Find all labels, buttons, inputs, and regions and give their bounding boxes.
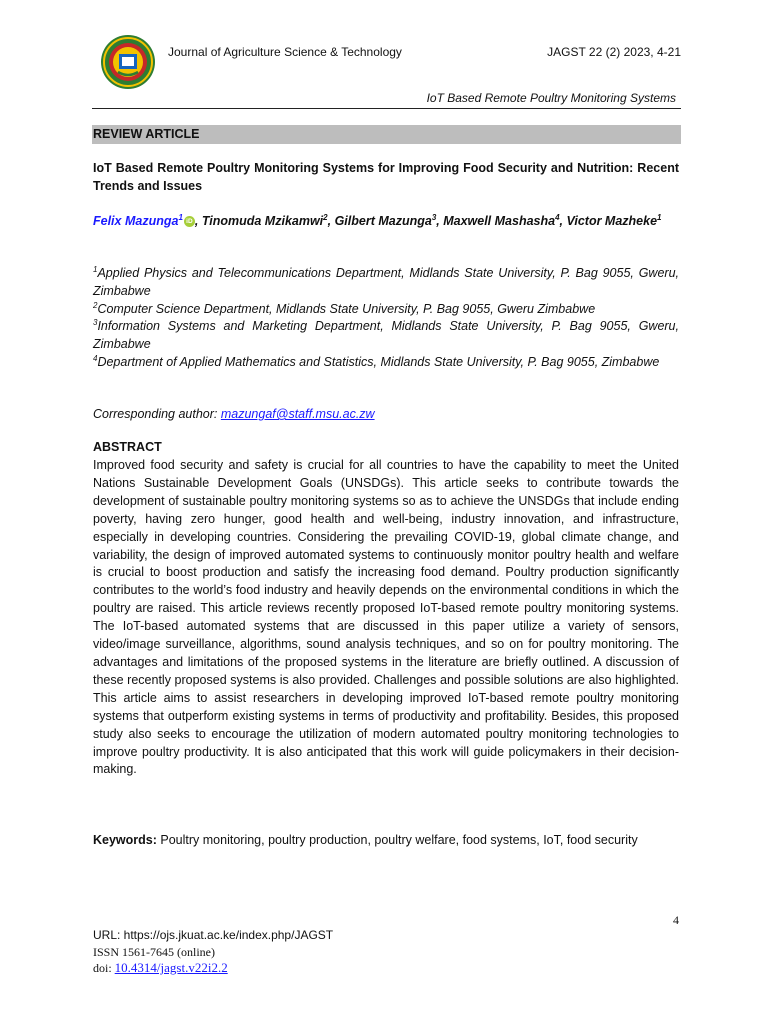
email-link[interactable]: mazungaf@staff.msu.ac.zw [220,407,375,421]
footer-doi: doi: 10.4314/jagst.v22i2.2 [93,960,228,975]
author: Maxwell Mashasha$^4$ [443,213,560,228]
keywords: Keywords: Poultry monitoring, poultry production, poultry welfare, food systems, IoT, food security [93,833,638,847]
footer [93,927,333,977]
abstract-text: Improved food security and safety is crucial for all countries to have the capability to meet the United Nations Sustainable Development Goals (UNSDGs). This article seeks to contribute towards the development of sustainable poultry monitoring systems so as to achieve the UNSDGs that include ending poverty, having zero hunger, good health and well-being, industry innovation, and infrastructure, especially in developing countries. Considering the prevailing COVID-19, global climate change, and variability, the design of improved automated systems to continuously monitor poultry health and welfare is crucial to boost production and satisfy the increasing food demand. Poultry production significantly contributes to the world’s food industry and heavily depends on the environmental conditions in which the poultry are raised. This article reviews recently proposed IoT-based remote poultry monitoring systems. The IoT-based automated systems that are discussed in this paper utilize a variety of sensors, video/image surveillance, algorithms, sound analysis techniques, and so on for poultry monitoring. The advantages and limitations of the proposed systems in the literature are briefly outlined. A discussion of these recently proposed systems is also provided. Challenges and possible solutions are also highlighted. This article aims to assist researchers in developing improved IoT-based remote poultry monitoring systems that outperform existing systems in terms of productivity and profitability. Besides, this proposed study also seeks to encourage the utilization of modern automated poultry monitoring technologies to improve poultry productivity. It is also anticipated that this work will guide policymakers in their decision-making. [93,458,679,777]
footer-issn: ISSN 1561-7645 (online) [93,944,215,959]
corresponding-author: Corresponding author: mazungaf@staff.msu.ac.zw [93,407,375,421]
article-type: REVIEW ARTICLE [93,127,200,141]
abstract-heading: ABSTRACT [93,440,162,454]
keywords-text: Poultry monitoring, poultry production, poultry welfare, food systems, IoT, food security [160,833,638,847]
header-rule [92,108,681,109]
author: Victor Mazheke$^1$ [566,213,662,228]
article-type-bar [92,125,681,144]
university-seal-logo [100,34,156,90]
author: Tinomuda Mzikamwi$^2$ [201,213,328,228]
author: Gilbert Mazunga$^3$ [334,213,437,228]
running-title: IoT Based Remote Poultry Monitoring Systems [426,91,676,105]
footer-url: URL: https://ojs.jkuat.ac.ke/index.php/JAGST [93,928,334,942]
article-title: IoT Based Remote Poultry Monitoring Systems for Improving Food Security and Nutrition: Recent Trends and Issues [93,161,679,193]
affiliation: $^4$Department of Applied Mathematics and Statistics, Midlands State University, P. Bag 9055, Zimbabwe [93,353,660,369]
author-link-first[interactable]: Felix Mazunga$^1$ [93,213,183,228]
affiliation: $^3$Information Systems and Marketing Department, Midlands State University, P. Bag 9055, Gweru, Zimbabwe [93,318,679,352]
orcid-icon[interactable]: iD [184,216,195,227]
affiliation: $^1$Applied Physics and Telecommunications Department, Midlands State University, P. Bag 9055, Gweru, Zimbabwe [93,265,679,298]
author-list: Felix Mazunga$^1$ iD , Tinomuda Mzikamwi$^2$, Gilbert Mazunga$^3$, Maxwell Mashasha$^4$, Victor Mazheke$^1$ [93,213,662,228]
affiliation: $^2$Computer Science Department, Midlands State University, P. Bag 9055, Gweru Zimbabwe [93,300,596,316]
journal-citation: JAGST 22 (2) 2023, 4-21 [547,45,681,59]
journal-name: Journal of Agriculture Science & Technology [168,45,402,59]
affiliations [93,265,679,372]
doi-link[interactable]: 10.4314/jagst.v22i2.2 [114,960,228,975]
page-number: 4 [673,913,679,927]
